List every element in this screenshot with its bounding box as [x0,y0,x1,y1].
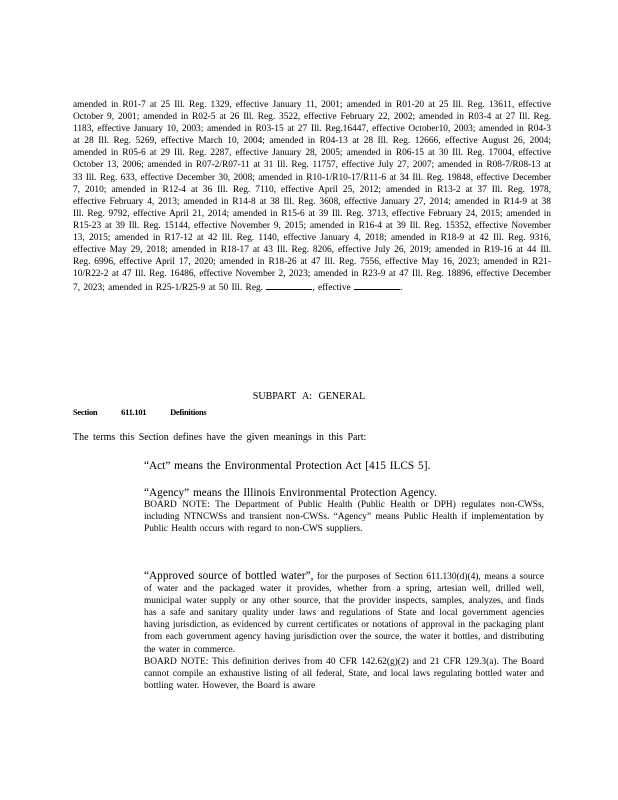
subpart-heading: SUBPART A: GENERAL [252,391,366,402]
amendment-history: amended in R01-7 at 25 Ill. Reg. 1329, effective January 11, 2001; amended in R01-20 at 25 Ill. Reg. 13611, effective October 9, 2001; amended in R02-5 at 26 Ill. Reg. 3522, effective February 22, 2002; amended in R03-4 at 27 Ill. Reg. 1183, effective January 10, 2003; amended in R03-15 at 27 Ill. Reg.16447, effective October10, 2003; amended in R04-3 at 28 Ill. Reg. 5269, effective March 10, 2004; amended in R04-13 at 28 Ill. Reg. 12666, effective August 26, 2004; amended in R05-6 at 29 Ill. Reg. 2287, effective January 28, 2005; amended in R06-15 at 30 Ill. Reg. 17004, effective October 13, 2006; amended in R07-2/R07-11 at 31 Ill. Reg. 11757, effective July 27, 2007; amended in R08-7/R08-13 at 33 Ill. Reg. 633, effective December 30, 2008; amended in R10-1/R10-17/R11-6 at 34 Ill. Reg. 19848, effective December 7, 2010; amended in R12-4 at 36 Ill. Reg. 7110, effective April 25, 2012; amended in R13-2 at 37 Ill. Reg. 1978, effective February 4, 2013; amended in R14-8 at 38 Ill. Reg. 3608, effective January 27, 2014; amended in R14-9 at 38 Ill. Reg. 9792, effective April 21, 2014; amended in R15-6 at 39 Ill. Reg. 3713, effective February 24, 2015; amended in R15-23 at 39 Ill. Reg. 15144, effective November 9, 2015; amended in R16-4 at 39 Ill. Reg. 15352, effective November 13, 2015; amended in R17-12 at 42 Ill. Reg. 1140, effective January 4, 2018; amended in R18-9 at 42 Ill. Reg. 9316, effective May 29, 2018; amended in R18-17 at 43 Ill. Reg. 8206, effective July 26, 2019; amended in R19-16 at 44 Ill. Reg. 6996, effective April 17, 2020; amended in R18-26 at 47 Ill. Reg. 7556, effective May 16, 2023; amended in R21-10/R22-2 at 47 Ill. Reg. 16486, effective November 2, 2023; amended in R23-9 at 47 Ill. Reg. 18896, effective December 7, 2023; amended in R25-1/R25-9 at 50 Ill. Reg. , effective . [73,100,551,294]
section-title: Definitions [170,407,207,417]
definition-agency-note: BOARD NOTE: The Department of Public Health (Public Health or DPH) regulates non-CWSs, including NTNCWSs and transient non-CWSs. “Agency” means Public Health if implementation by Public Health occurs with regard to non-CWS suppliers. [144,500,544,535]
definition-act-text: “Act” means the Environmental Protection Act [415 ILCS 5]. [144,460,431,472]
definition-bottled-note: BOARD NOTE: This definition derives from 40 CFR 142.62(g)(2) and 21 CFR 129.3(a). The Board cannot compile an exhaustive listing of all federal, State, and local laws regulating bottled water and bottling water. However, the Board is aware [144,656,544,691]
definition-bottled-water [144,570,544,692]
definition-bottled-term: “Approved source of bottled water”, [144,570,314,582]
definition-bottled-body: for the purposes of Section 611.130(d)(4), means a source of water and the packaged water it provides, whether from a spring, artesian well, drilled well, municipal water supply or any other source, that the provider inspects, samples, analyzes, and finds has a safe and sanitary quality under laws and regulations of State and local government agencies having jurisdiction, as evidenced by current certificates or notations of approval in the packaging plant from each government agency having jurisdiction over the source, the water it bottles, and distributing the water in commerce. [144,572,544,655]
intro-paragraph: The terms this Section defines have the given meanings in this Part: [73,432,367,443]
blank-line [354,280,400,290]
blank-line [266,280,312,290]
effective-label: effective [318,283,351,294]
definition-agency-term: “Agency” means the Illinois Environmental Protection Agency. [144,487,437,499]
section-number: 611.101 [121,407,147,417]
definition-act [144,460,544,472]
section-label: Section [73,407,98,417]
section-heading [73,407,228,417]
definition-agency [144,487,544,535]
amendment-history-text: amended in R01-7 at 25 Ill. Reg. 1329, effective January 11, 2001; amended in R01-20 at 25 Ill. Reg. 13611, effective October 9, 2001; amended in R02-5 at 26 Ill. Reg. 3522, effective February 22, 2002; amended in R03-4 at 27 Ill. Reg. 1183, effective January 10, 2003; amended in R03-15 at 27 Ill. Reg.16447, effective October10, 2003; amended in R04-3 at 28 Ill. Reg. 5269, effective March 10, 2004; amended in R04-13 at 28 Ill. Reg. 12666, effective August 26, 2004; amended in R05-6 at 29 Ill. Reg. 2287, effective January 28, 2005; amended in R06-15 at 30 Ill. Reg. 17004, effective October 13, 2006; amended in R07-2/R07-11 at 31 Ill. Reg. 11757, effective July 27, 2007; amended in R08-7/R08-13 at 33 Ill. Reg. 633, effective December 30, 2008; amended in R10-1/R10-17/R11-6 at 34 Ill. Reg. 19848, effective December 7, 2010; amended in R12-4 at 36 Ill. Reg. 7110, effective April 25, 2012; amended in R13-2 at 37 Ill. Reg. 1978, effective February 4, 2013; amended in R14-8 at 38 Ill. Reg. 3608, effective January 27, 2014; amended in R14-9 at 38 Ill. Reg. 9792, effective April 21, 2014; amended in R15-6 at 39 Ill. Reg. 3713, effective February 24, 2015; amended in R15-23 at 39 Ill. Reg. 15144, effective November 9, 2015; amended in R16-4 at 39 Ill. Reg. 15352, effective November 13, 2015; amended in R17-12 at 42 Ill. Reg. 1140, effective January 4, 2018; amended in R18-9 at 42 Ill. Reg. 9316, effective May 29, 2018; amended in R18-17 at 43 Ill. Reg. 8206, effective July 26, 2019; amended in R19-16 at 44 Ill. Reg. 6996, effective April 17, 2020; amended in R18-26 at 47 Ill. Reg. 7556, effective May 16, 2023; amended in R21-10/R22-2 at 47 Ill. Reg. 16486, effective November 2, 2023; amended in R23-9 at 47 Ill. Reg. 18896, effective December 7, 2023; amended in R25-1/R25-9 at 50 Ill. Reg. [73,100,551,294]
